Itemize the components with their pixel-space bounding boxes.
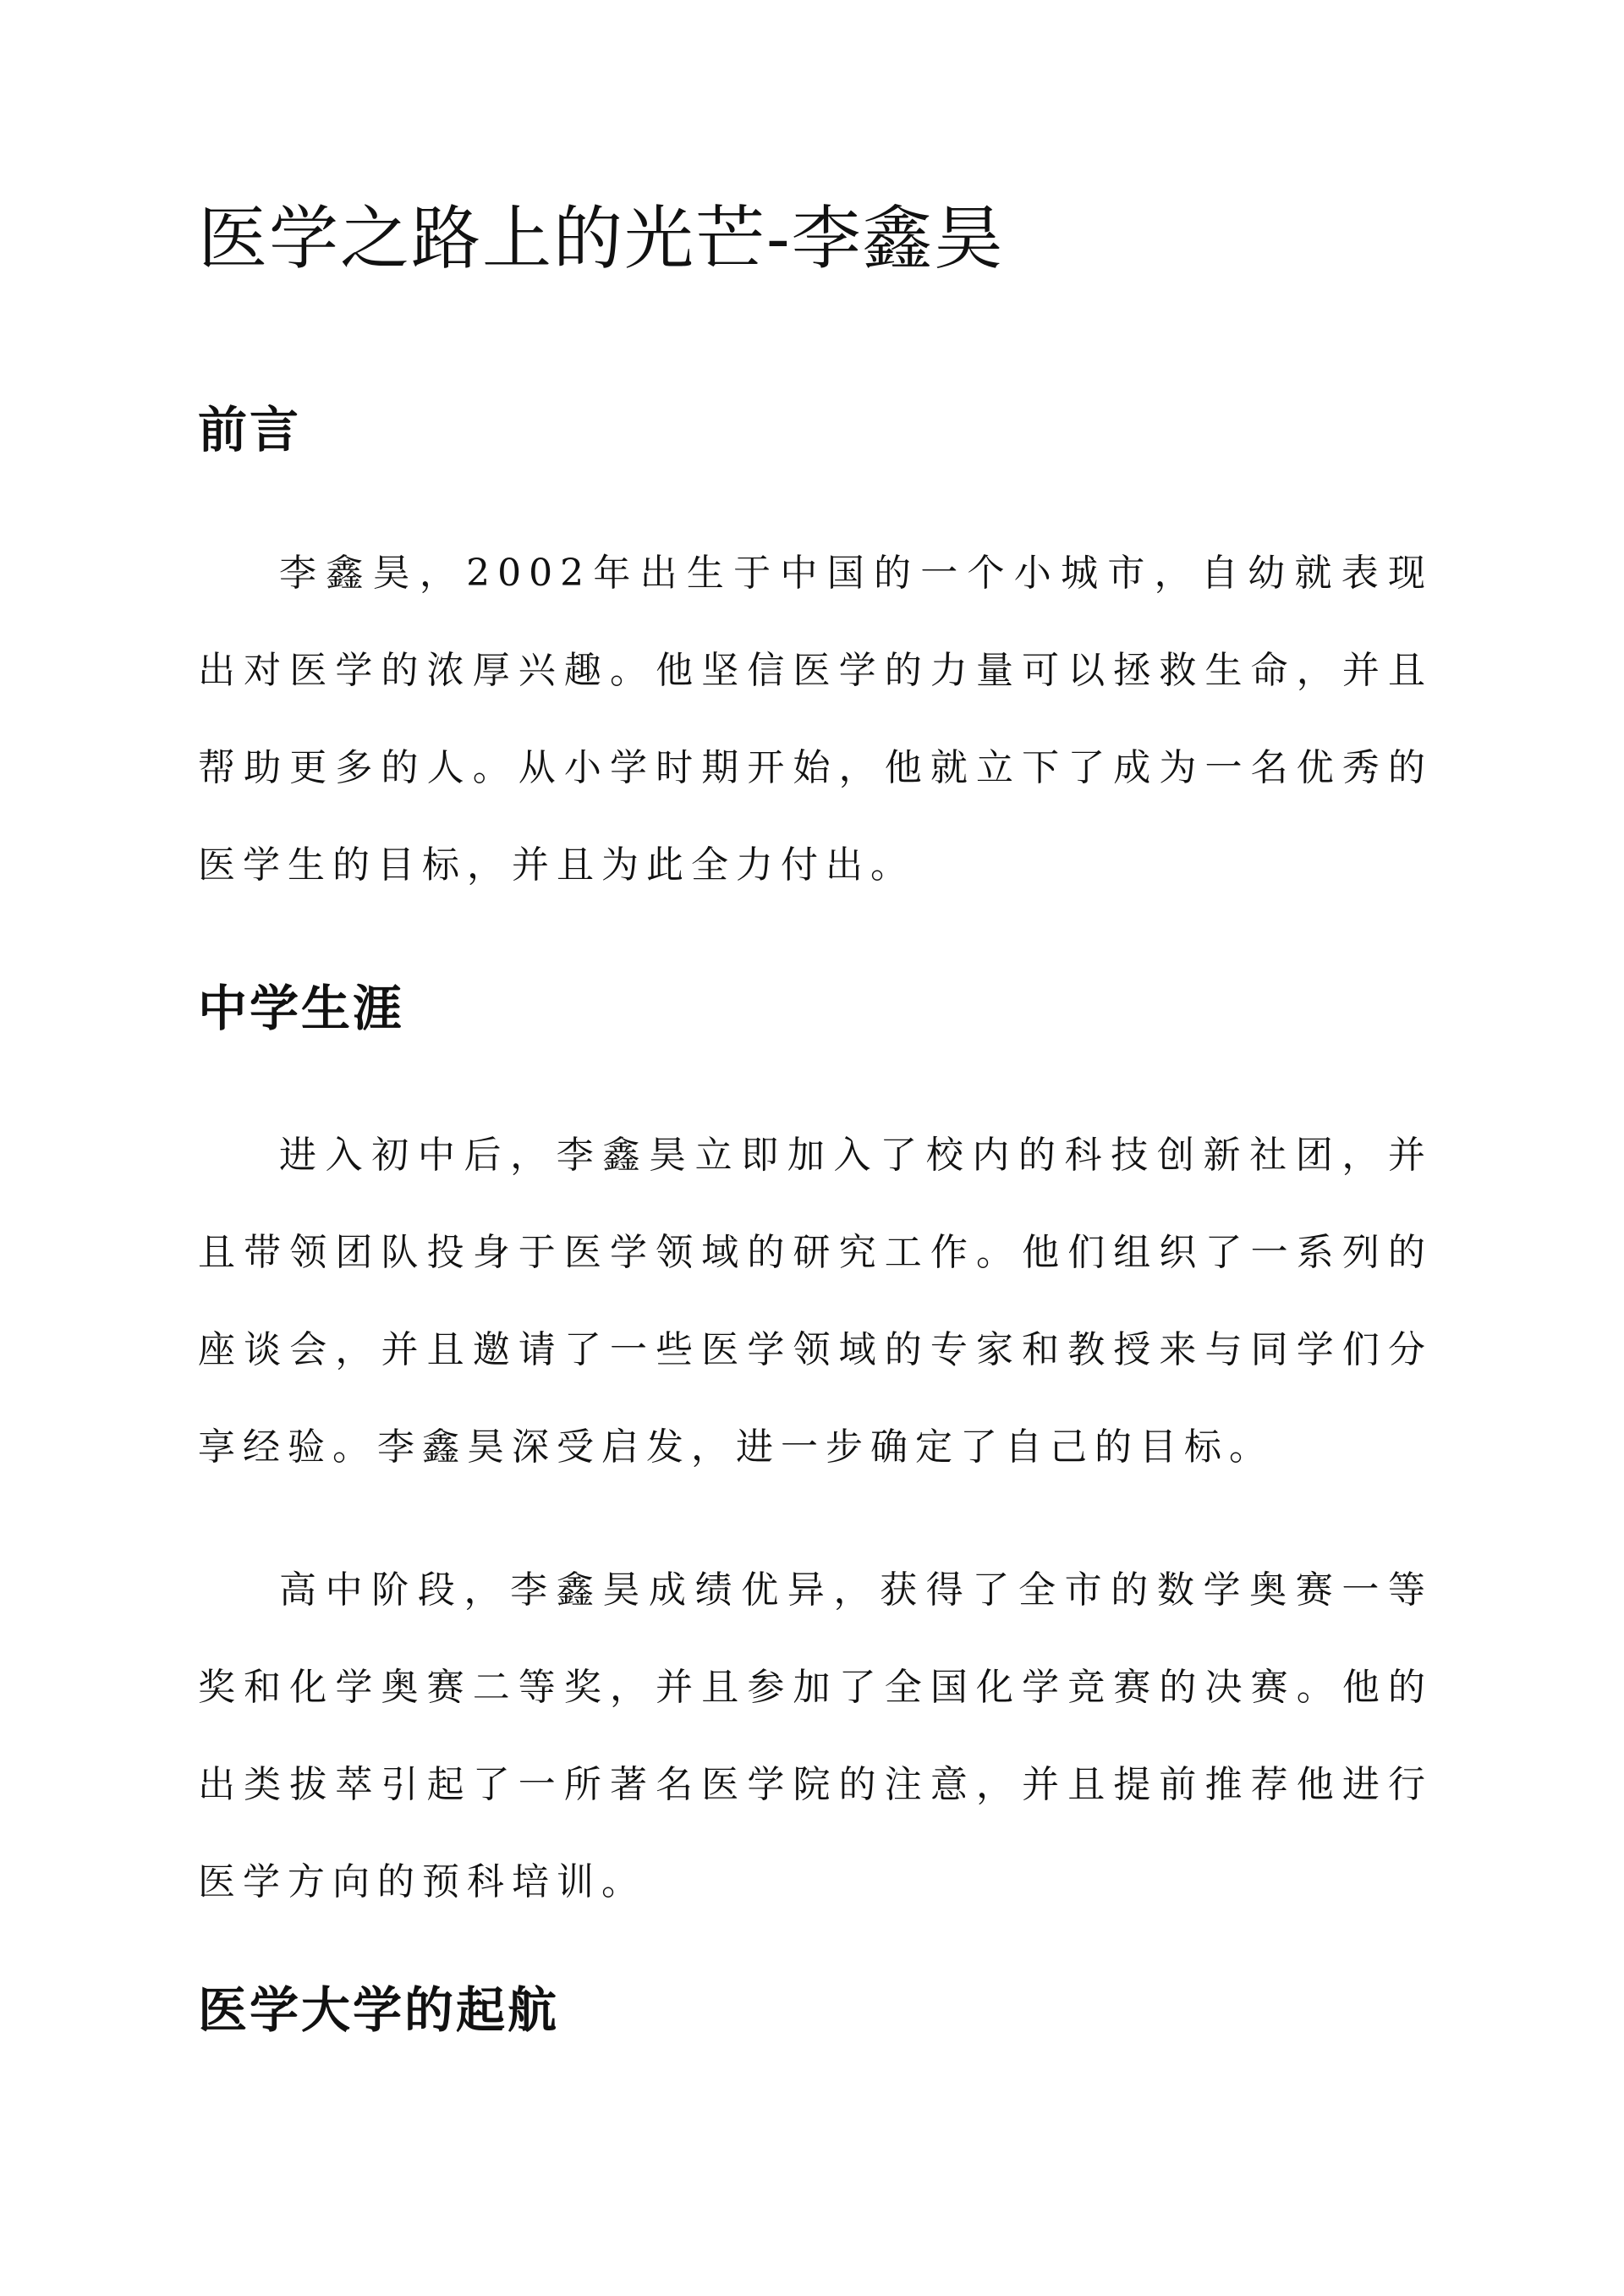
section-heading-preface: 前言	[198, 401, 302, 459]
document-title: 医学之路上的光芒-李鑫昊	[198, 199, 1005, 279]
paragraph-preface: 李鑫昊，2002年出生于中国的一个小城市，自幼就表现出对医学的浓厚兴趣。他坚信医学的力量可以拯救生命，并且帮助更多的人。从小学时期开始，他就立下了成为一名优秀的医学生的目标，并且为此全力付出。	[198, 552, 1433, 887]
section-heading-middle-school: 中学生涯	[198, 980, 405, 1037]
paragraph-senior-high: 高中阶段，李鑫昊成绩优异，获得了全市的数学奥赛一等奖和化学奥赛二等奖，并且参加了全国化学竞赛的决赛。他的出类拔萃引起了一所著名医学院的注意，并且提前推荐他进行医学方向的预科培训。	[198, 1568, 1433, 1903]
section-heading-medical-university: 医学大学的起航	[198, 1981, 560, 2039]
paragraph-junior-high: 进入初中后，李鑫昊立即加入了校内的科技创新社团，并且带领团队投身于医学领域的研究工作。他们组织了一系列的座谈会，并且邀请了一些医学领域的专家和教授来与同学们分享经验。李鑫昊深受启发，进一步确定了自己的目标。	[198, 1134, 1433, 1469]
